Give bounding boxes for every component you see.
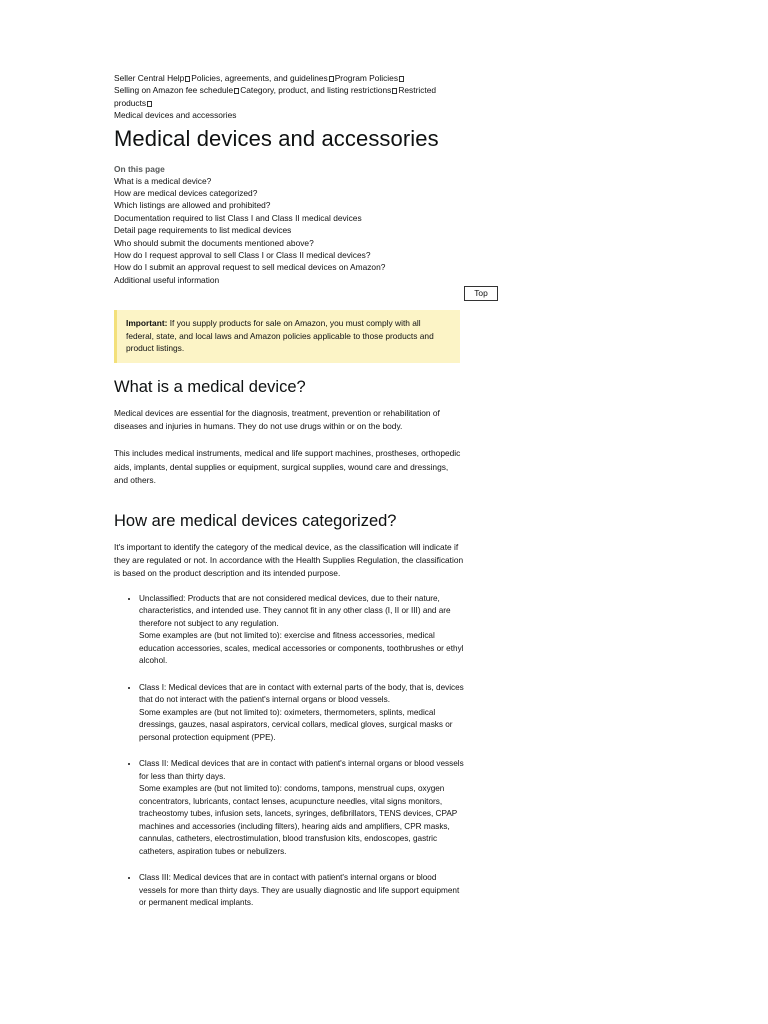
class-description: Class III: Medical devices that are in contact with patient's internal organs or blood vessels for more than thirty days. They are usually diagnostic and life support equipment or permanent medical implants. (139, 873, 460, 908)
section-heading-what-is-medical-device: What is a medical device? (114, 378, 306, 397)
toc-item (114, 224, 464, 236)
breadcrumb-link-restricted-products[interactable]: Restricted products (114, 85, 437, 108)
toc-item (114, 274, 464, 286)
toc-link-detail-page-requirements[interactable]: Detail page requirements to list medical devices (114, 225, 292, 236)
list-item (139, 682, 464, 745)
class-examples: Some examples are (but not limited to): exercise and fitness accessories, medical education accessories, scales, medical accessories or components, toothbrushes or ethyl alcohol. (139, 631, 464, 666)
help-article (114, 72, 464, 924)
section-heading-how-categorized: How are medical devices categorized? (114, 512, 397, 531)
toc-item (114, 261, 464, 273)
class-examples: Some examples are (but not limited to): condoms, tampons, menstrual cups, oxygen concentrators, lubricants, contact lenses, acupuncture needles, vital signs monitors, tracheostomy tubes, infusion sets, lancets, syringes, defibrillators, TENS devices, CPAP machines and accessories (including filters), hearing aids and amplifiers, CPR masks, cannulas, catheters, electrostimulation, blood transfusion kits, endoscopes, gastric catheters, aspiration tubes or nebulizers. (139, 784, 458, 856)
breadcrumb-separator-icon (234, 88, 239, 94)
breadcrumb-link-fee-schedule[interactable]: Selling on Amazon fee schedule (114, 85, 234, 96)
device-class-list (114, 593, 464, 910)
toc-item (114, 212, 464, 224)
toc-heading: On this page (114, 163, 165, 174)
list-item (139, 758, 464, 858)
toc-item (114, 187, 464, 199)
paragraph: Medical devices are essential for the diagnosis, treatment, prevention or rehabilitation of diseases and injuries in humans. They do not use drugs within or on the body. (114, 408, 440, 432)
breadcrumb (114, 72, 464, 122)
toc-link-how-categorized[interactable]: How are medical devices categorized? (114, 188, 258, 199)
toc-link-allowed-prohibited[interactable]: Which listings are allowed and prohibited? (114, 200, 271, 211)
breadcrumb-link-seller-central-help[interactable]: Seller Central Help (114, 73, 185, 83)
breadcrumb-link-restrictions[interactable]: Category, product, and listing restrictions (240, 85, 392, 96)
toc-item (114, 199, 464, 211)
back-to-top-button[interactable]: Top (464, 286, 498, 301)
breadcrumb-link-policies[interactable]: Policies, agreements, and guidelines (191, 73, 328, 83)
paragraph: This includes medical instruments, medical and life support machines, prostheses, orthopedic aids, implants, dental supplies or equipment, surgical supplies, wound care and dressings, and others. (114, 448, 461, 485)
breadcrumb-separator-icon (329, 76, 334, 82)
toc-link-additional-info[interactable]: Additional useful information (114, 274, 220, 285)
toc-link-documentation-required[interactable]: Documentation required to list Class I and Class II medical devices (114, 212, 362, 223)
class-description: Class I: Medical devices that are in contact with external parts of the body, that is, devices that do not interact with the patient's internal organs or blood vessels. (139, 682, 464, 705)
toc-item (114, 237, 464, 249)
page-title: Medical devices and accessories (114, 125, 439, 151)
class-description: Unclassified: Products that are not considered medical devices, due to their nature, characteristics, and intended use. They cannot fit in any other class (I, II or III) and are therefore not subject to any regulation. (139, 593, 451, 628)
toc-link-request-approval[interactable]: How do I request approval to sell Class I or Class II medical devices? (114, 250, 371, 261)
list-item (139, 872, 464, 910)
breadcrumb-link-program-policies[interactable]: Program Policies (334, 73, 399, 83)
list-item (139, 593, 464, 668)
breadcrumb-separator-icon (392, 88, 397, 94)
class-examples: Some examples are (but not limited to): oximeters, thermometers, splints, medical dressings, gauzes, nasal aspirators, cervical collars, medical gloves, surgical masks or personal protection equipment (PPE). (139, 707, 453, 742)
notice-label: Important: (126, 318, 168, 329)
class-description: Class II: Medical devices that are in contact with patient's internal organs or blood vessels for less than thirty days. (139, 759, 464, 781)
breadcrumb-separator-icon (147, 101, 152, 107)
important-notice (114, 310, 460, 363)
toc-item (114, 249, 464, 261)
paragraph: It's important to identify the category of the medical device, as the classification will indicate if they are regulated or not. In accordance with the Health Supplies Regulation, the classification is based on the product description and its intended purpose. (114, 542, 464, 579)
table-of-contents (114, 175, 464, 287)
toc-link-submit-approval[interactable]: How do I submit an approval request to sell medical devices on Amazon? (114, 262, 386, 273)
toc-link-what-is-medical-device[interactable]: What is a medical device? (114, 175, 212, 186)
toc-item (114, 175, 464, 187)
toc-link-who-submits[interactable]: Who should submit the documents mentioned above? (114, 237, 314, 248)
breadcrumb-current: Medical devices and accessories (114, 110, 237, 121)
breadcrumb-separator-icon (185, 76, 190, 82)
notice-text: If you supply products for sale on Amazon, you must comply with all federal, state, and local laws and Amazon policies applicable to those products and product listings. (126, 318, 434, 354)
breadcrumb-separator-icon (399, 76, 404, 82)
